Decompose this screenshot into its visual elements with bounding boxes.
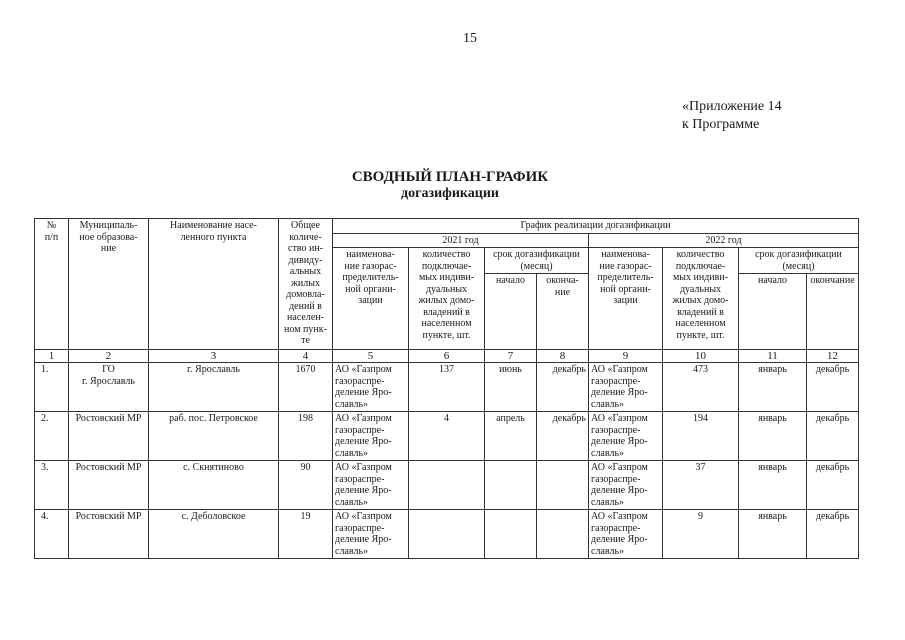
row-municipality: Ростовский МР bbox=[69, 412, 149, 461]
row-org-2021: АО «Газпром газораспре- деление Яро- славль» bbox=[333, 412, 409, 461]
row-count-2021: 4 bbox=[409, 412, 485, 461]
column-number: 6 bbox=[409, 350, 485, 363]
column-number: 5 bbox=[333, 350, 409, 363]
row-end-2022: декабрь bbox=[807, 363, 859, 412]
page-number: 15 bbox=[463, 31, 477, 46]
row-end-2021 bbox=[537, 461, 589, 510]
row-org-2021: АО «Газпром газораспре- деление Яро- славль» bbox=[333, 461, 409, 510]
row-locality: с. Деболовское bbox=[149, 510, 279, 559]
column-number: 11 bbox=[739, 350, 807, 363]
row-count-2022: 37 bbox=[663, 461, 739, 510]
header-num: № п/п bbox=[35, 219, 69, 350]
row-total: 19 bbox=[279, 510, 333, 559]
header-total: Общее количе- ство ин- дивиду- альных жилых домовла- дений в населен- ном пунк- те bbox=[279, 219, 333, 350]
row-municipality: Ростовский МР bbox=[69, 461, 149, 510]
table-row bbox=[35, 363, 859, 412]
row-locality: раб. пос. Петровское bbox=[149, 412, 279, 461]
row-end-2022: декабрь bbox=[807, 461, 859, 510]
title-line-1: СВОДНЫЙ ПЛАН-ГРАФИК bbox=[351, 169, 549, 185]
row-count-2021: 137 bbox=[409, 363, 485, 412]
row-total: 198 bbox=[279, 412, 333, 461]
column-number-row bbox=[35, 350, 859, 363]
row-num: 1. bbox=[35, 363, 69, 412]
row-start-2022: январь bbox=[739, 510, 807, 559]
row-start-2021: апрель bbox=[485, 412, 537, 461]
row-total: 90 bbox=[279, 461, 333, 510]
table-row bbox=[35, 510, 859, 559]
row-total: 1670 bbox=[279, 363, 333, 412]
row-start-2021 bbox=[485, 510, 537, 559]
column-number: 3 bbox=[149, 350, 279, 363]
row-org-2022: АО «Газпром газораспре- деление Яро- славль» bbox=[589, 510, 663, 559]
row-end-2022: декабрь bbox=[807, 510, 859, 559]
appendix-line-2: к Программе bbox=[682, 117, 760, 132]
row-count-2022: 473 bbox=[663, 363, 739, 412]
row-start-2022: январь bbox=[739, 461, 807, 510]
row-locality: г. Ярославль bbox=[149, 363, 279, 412]
appendix-note bbox=[682, 98, 782, 134]
column-number: 1 bbox=[35, 350, 69, 363]
row-count-2021 bbox=[409, 461, 485, 510]
header-schedule: График реализации догазификации bbox=[333, 219, 859, 234]
header-row-1 bbox=[35, 219, 859, 234]
row-count-2021 bbox=[409, 510, 485, 559]
header-year-2021: 2021 год bbox=[333, 233, 589, 248]
column-number: 8 bbox=[537, 350, 589, 363]
column-number: 2 bbox=[69, 350, 149, 363]
row-end-2022: декабрь bbox=[807, 412, 859, 461]
row-end-2021: декабрь bbox=[537, 412, 589, 461]
column-number: 10 bbox=[663, 350, 739, 363]
column-number: 4 bbox=[279, 350, 333, 363]
table-row bbox=[35, 412, 859, 461]
row-municipality: ГО г. Ярославль bbox=[69, 363, 149, 412]
header-start-2021: начало bbox=[485, 274, 537, 350]
row-org-2021: АО «Газпром газораспре- деление Яро- славль» bbox=[333, 510, 409, 559]
column-number: 7 bbox=[485, 350, 537, 363]
row-org-2021: АО «Газпром газораспре- деление Яро- славль» bbox=[333, 363, 409, 412]
header-org-2021: наименова- ние газорас- пределитель- ной органи- зации bbox=[333, 248, 409, 350]
appendix-line-1: «Приложение 14 bbox=[682, 99, 782, 114]
row-num: 2. bbox=[35, 412, 69, 461]
header-start-2022: начало bbox=[739, 274, 807, 350]
row-start-2021 bbox=[485, 461, 537, 510]
header-municipality: Муниципаль- ное образова- ние bbox=[69, 219, 149, 350]
row-start-2021: июнь bbox=[485, 363, 537, 412]
header-end-2021: оконча- ние bbox=[537, 274, 589, 350]
row-end-2021 bbox=[537, 510, 589, 559]
column-number: 9 bbox=[589, 350, 663, 363]
header-term-2022: срок догазификации (месяц) bbox=[739, 248, 859, 274]
header-count-2022: количество подключае- мых индиви- дуальных жилых домо- владений в населенном пункте, шт. bbox=[663, 248, 739, 350]
row-org-2022: АО «Газпром газораспре- деление Яро- славль» bbox=[589, 412, 663, 461]
row-org-2022: АО «Газпром газораспре- деление Яро- славль» bbox=[589, 363, 663, 412]
row-num: 4. bbox=[35, 510, 69, 559]
row-num: 3. bbox=[35, 461, 69, 510]
row-org-2022: АО «Газпром газораспре- деление Яро- славль» bbox=[589, 461, 663, 510]
row-municipality: Ростовский МР bbox=[69, 510, 149, 559]
row-start-2022: январь bbox=[739, 363, 807, 412]
title-line-2: догазификации bbox=[401, 186, 499, 201]
header-term-2021: срок догазификации (месяц) bbox=[485, 248, 589, 274]
header-org-2022: наименова- ние газорас- пределитель- ной органи- зации bbox=[589, 248, 663, 350]
header-end-2022: окончание bbox=[807, 274, 859, 350]
row-count-2022: 9 bbox=[663, 510, 739, 559]
row-start-2022: январь bbox=[739, 412, 807, 461]
document-title bbox=[300, 168, 600, 202]
row-end-2021: декабрь bbox=[537, 363, 589, 412]
table-row bbox=[35, 461, 859, 510]
header-year-2022: 2022 год bbox=[589, 233, 859, 248]
schedule-table bbox=[34, 218, 859, 559]
header-locality: Наименование насе- ленного пункта bbox=[149, 219, 279, 350]
row-locality: с. Скнятиново bbox=[149, 461, 279, 510]
column-number: 12 bbox=[807, 350, 859, 363]
row-count-2022: 194 bbox=[663, 412, 739, 461]
header-count-2021: количество подключае- мых индиви- дуальных жилых домо- владений в населенном пункте, шт. bbox=[409, 248, 485, 350]
